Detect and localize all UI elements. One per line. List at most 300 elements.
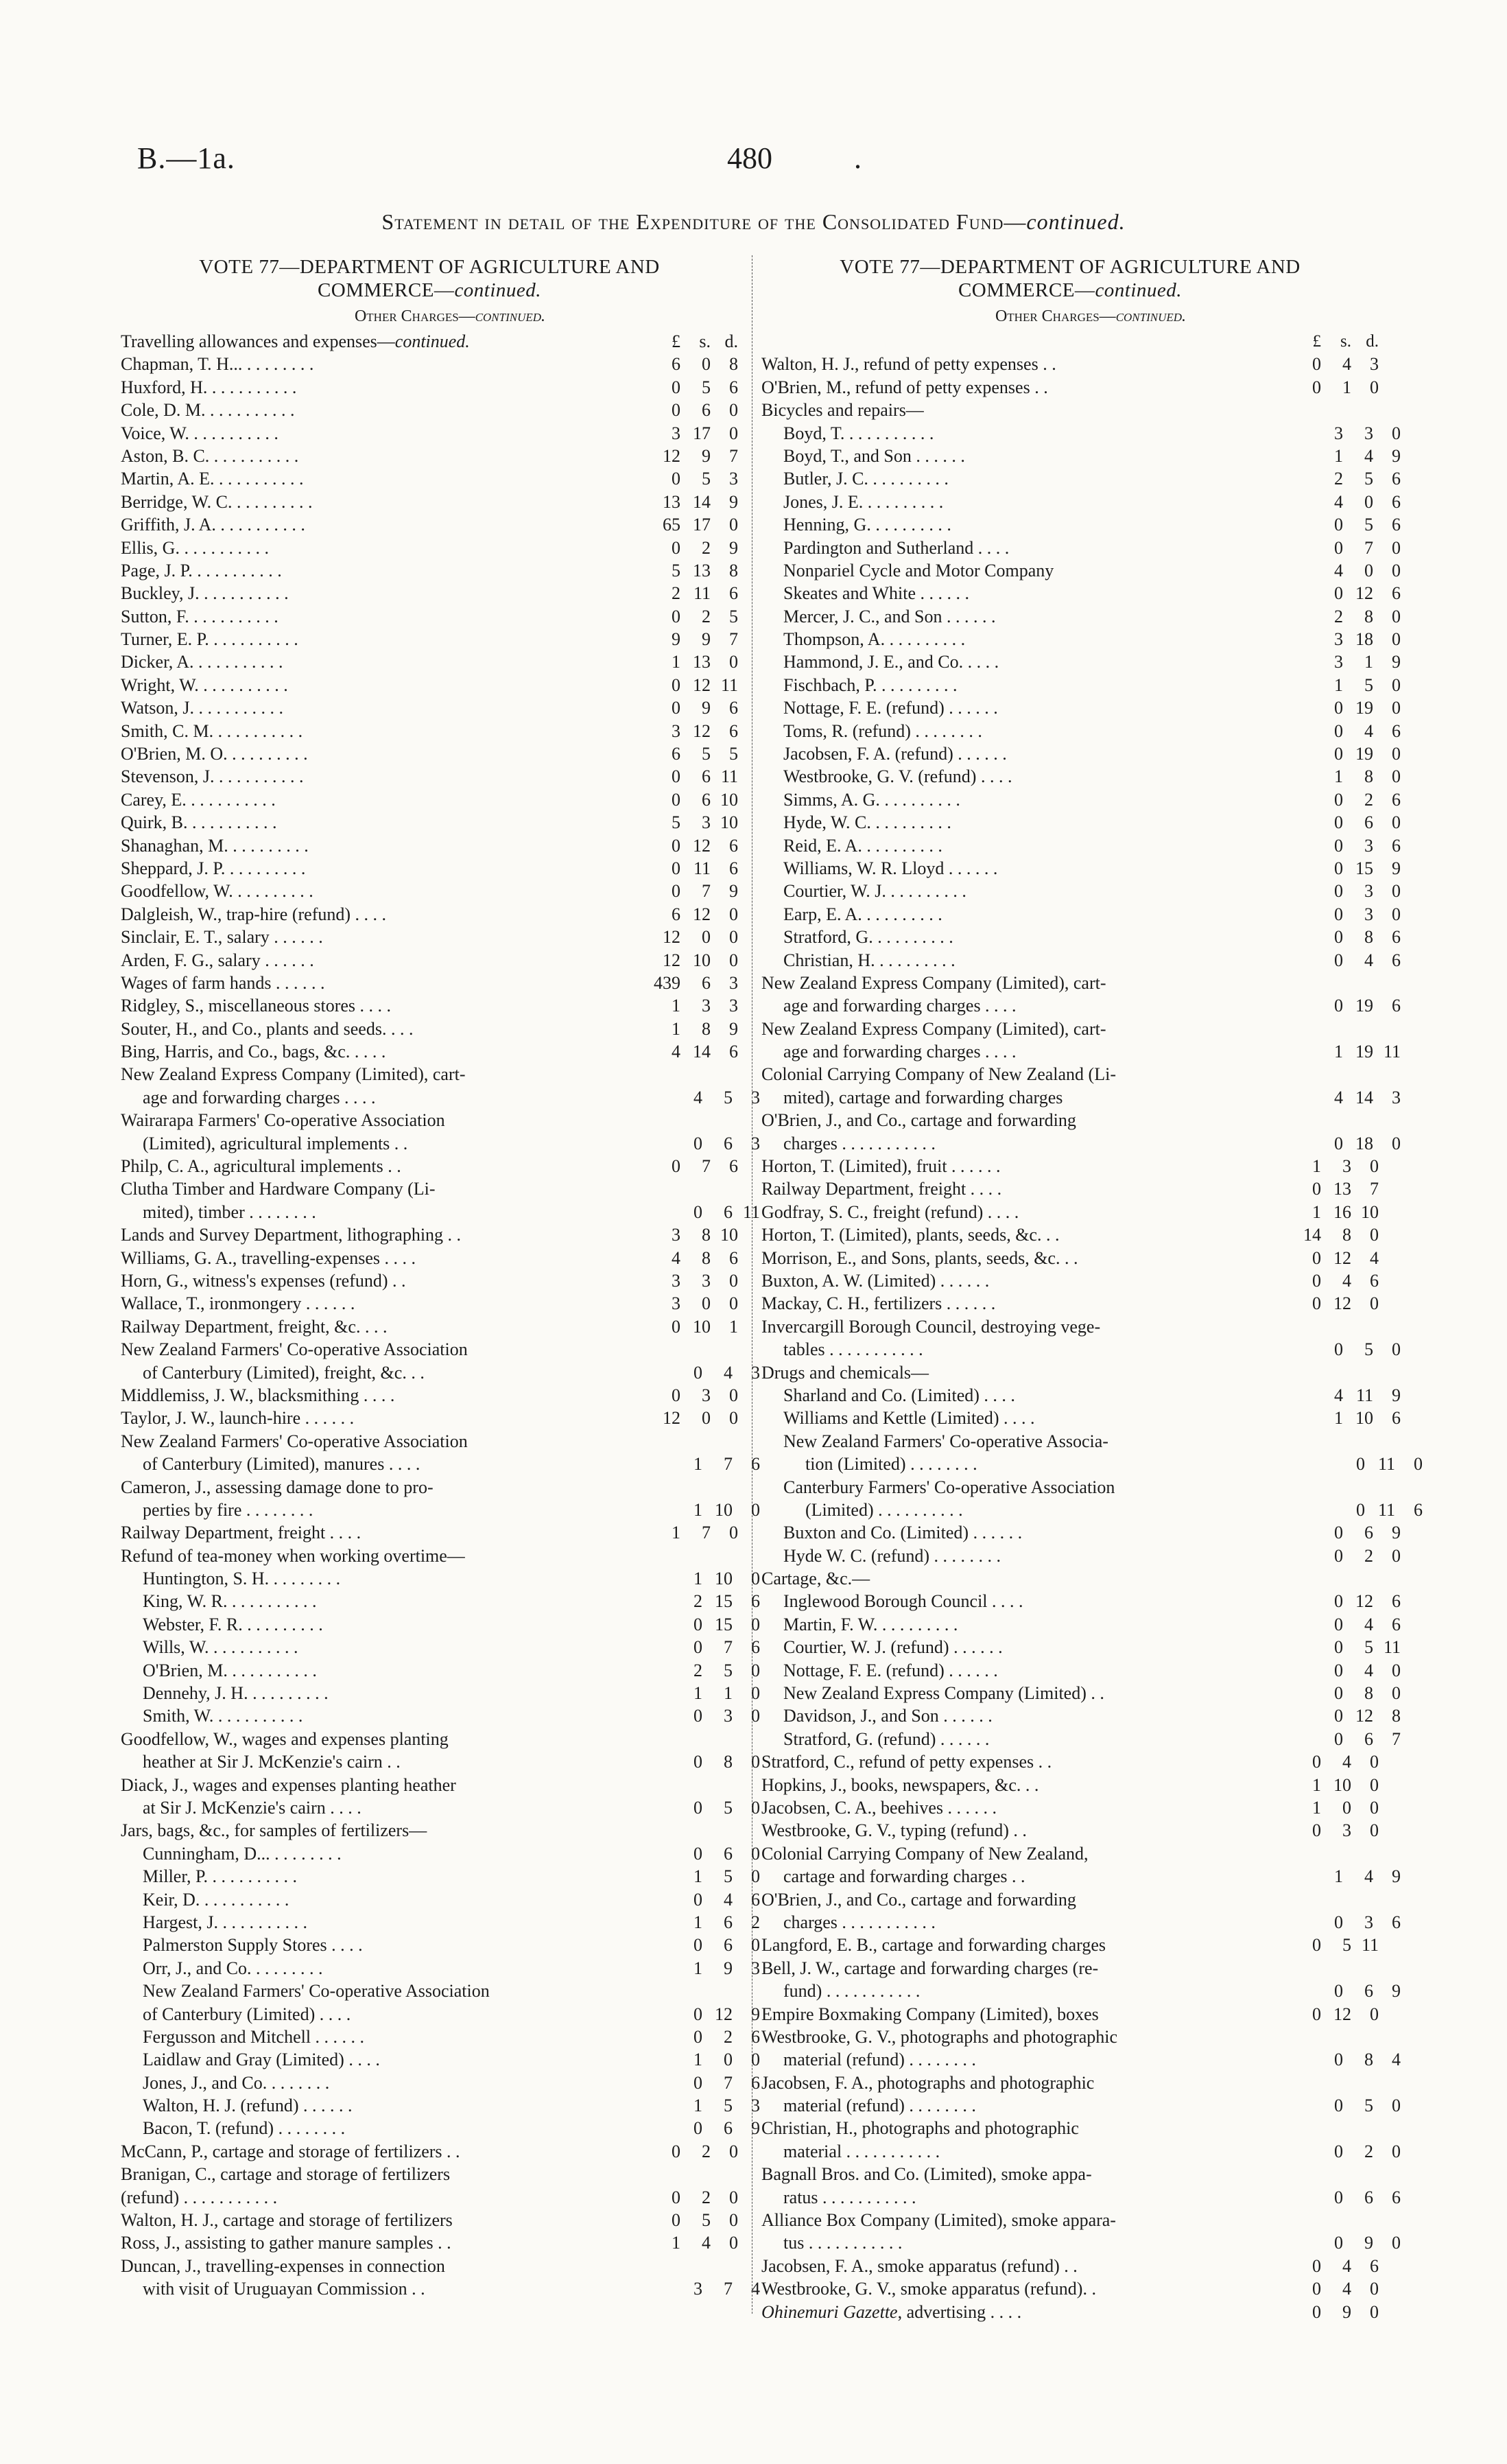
amount-pence: 8	[729, 354, 738, 375]
amount-shillings: 8	[702, 1018, 711, 1039]
amount-pounds: 0	[1312, 377, 1321, 397]
ledger-row	[761, 811, 1401, 834]
entry-amount	[639, 1018, 738, 1040]
amount-pence: 0	[1392, 1545, 1401, 1566]
amount-shillings: 12	[1355, 1706, 1373, 1726]
entry-description: Davidson, J., and Son . . . . . .	[783, 1706, 993, 1726]
amount-shillings: 10	[715, 1499, 733, 1520]
entry-amount	[1301, 1338, 1401, 1361]
ledger-row	[121, 1659, 760, 1682]
vote-heading-line2	[761, 279, 1379, 302]
ledger-row	[761, 1636, 1401, 1658]
entry-description: Keir, D. . . . . . . . . . .	[143, 1889, 289, 1910]
ledger-row	[761, 467, 1401, 490]
entry-description: of Canterbury (Limited), manures . . . .	[143, 1454, 420, 1475]
ledger-row	[761, 582, 1401, 605]
amount-shillings: 5	[1364, 515, 1373, 535]
entry-amount	[1301, 857, 1401, 880]
vote-heading-continued: continued.	[454, 279, 542, 301]
amount-pounds: 0	[1334, 1591, 1343, 1612]
amount-pence: 0	[729, 2210, 738, 2231]
amount-pounds: 4	[1334, 1087, 1343, 1107]
entry-description: (refund) . . . . . . . . . . .	[121, 2187, 278, 2207]
amount-pence: 6	[1392, 583, 1401, 604]
amount-pence: 0	[1370, 1293, 1379, 1314]
entry-description: Wills, W. . . . . . . . . . .	[143, 1637, 298, 1658]
amount-pence: 0	[1392, 1660, 1401, 1680]
amount-pence: 9	[729, 537, 738, 558]
entry-description: Courtier, W. J. . . . . . . . . .	[783, 881, 966, 902]
ledger-row	[121, 834, 738, 857]
ledger-row	[121, 1132, 760, 1155]
entry-amount	[639, 1292, 738, 1315]
entry-description: Huxford, H. . . . . . . . . . .	[121, 377, 297, 397]
amount-shillings: 2	[1364, 1545, 1373, 1566]
amount-pence: 4	[1370, 1247, 1379, 1268]
amount-pounds: 0	[672, 789, 680, 810]
amount-pounds: 0	[672, 377, 680, 397]
ledger-row	[121, 467, 738, 490]
ledger-row	[121, 880, 738, 902]
amount-shillings: 0	[724, 2050, 733, 2070]
amount-shillings: 6	[1364, 1981, 1373, 2002]
amount-pounds: 0	[672, 858, 680, 878]
amount-shillings: 0	[1364, 560, 1373, 580]
amount-pounds: 0	[693, 1706, 702, 1726]
ledger-row	[121, 1109, 738, 1131]
entry-description: Arden, F. G., salary . . . . . .	[121, 950, 314, 970]
entry-description: cartage and forwarding charges . .	[783, 1866, 1025, 1887]
amount-pence: 0	[1370, 1225, 1379, 1245]
entry-amount	[1279, 1934, 1379, 1956]
ledger-row	[761, 765, 1401, 788]
entry-description: Alliance Box Company (Limited), smoke appara-	[761, 2210, 1116, 2231]
ledger-row	[121, 949, 738, 972]
amount-shillings: 5	[724, 1866, 733, 1887]
amount-pence: 0	[729, 904, 738, 924]
entry-amount	[661, 1361, 760, 1384]
vote-heading	[761, 255, 1379, 302]
amount-pence: 3	[729, 996, 738, 1016]
entry-amount	[1301, 2186, 1401, 2209]
entry-amount	[661, 2094, 760, 2117]
amount-units-header	[761, 330, 1379, 353]
ledger-row	[761, 2117, 1379, 2139]
amount-shillings: 14	[693, 1042, 711, 1062]
ledger-row	[761, 1109, 1379, 1131]
ledger-row	[121, 2094, 760, 2117]
entry-amount	[1301, 467, 1401, 490]
entry-description: Stratford, G. (refund) . . . . . .	[783, 1728, 990, 1749]
entry-description: Fischbach, P. . . . . . . . . .	[783, 674, 958, 695]
section-subheading	[121, 307, 738, 326]
ledger-row	[121, 696, 738, 719]
entry-amount	[639, 811, 738, 834]
amount-shillings: 9	[1342, 2301, 1351, 2322]
amount-pounds: 0	[693, 1201, 702, 1222]
entry-description: Earp, E. A. . . . . . . . . .	[783, 904, 942, 924]
amount-pence: 3	[1370, 354, 1379, 375]
entry-amount	[1301, 1521, 1401, 1544]
amount-pence: 0	[751, 1935, 760, 1956]
entry-description: material (refund) . . . . . . . .	[783, 2050, 976, 2070]
ledger-row	[761, 1774, 1379, 1796]
amount-pence: 9	[751, 2118, 760, 2139]
amount-shillings: 7	[724, 1454, 733, 1475]
entry-description: Walton, H. J. (refund) . . . . . .	[143, 2096, 353, 2116]
entry-description: heather at Sir J. McKenzie's cairn . .	[143, 1752, 401, 1772]
amount-shillings: 4	[1342, 2255, 1351, 2276]
entry-description: Courtier, W. J. (refund) . . . . . .	[783, 1637, 1003, 1658]
amount-pence: 8	[729, 560, 738, 580]
entry-description: Reid, E. A. . . . . . . . . .	[783, 835, 942, 856]
entry-description: Hopkins, J., books, newspapers, &c. . .	[761, 1774, 1039, 1795]
entry-amount	[1279, 1819, 1379, 1842]
amount-pounds: 0	[672, 698, 680, 718]
amount-shillings: 5	[724, 2096, 733, 2116]
amount-pence: 10	[1361, 1201, 1379, 1222]
amount-pounds: 3	[1334, 423, 1343, 443]
amount-pounds: 3	[693, 2279, 702, 2299]
amount-shillings: 5	[1364, 1339, 1373, 1360]
ledger-row	[121, 1315, 738, 1338]
amount-pounds: 0	[693, 1637, 702, 1658]
amount-pence: 0	[1392, 766, 1401, 787]
amount-pounds: 0	[1312, 1935, 1321, 1956]
amount-pounds: 0	[672, 2210, 680, 2231]
entry-description: Boyd, T. . . . . . . . . . .	[783, 423, 934, 443]
amount-shillings: 3	[1342, 1156, 1351, 1177]
amount-pence: 6	[1392, 835, 1401, 856]
ledger-row	[761, 1842, 1379, 1865]
entry-amount	[639, 537, 738, 559]
amount-pounds: 2	[1334, 606, 1343, 626]
entry-description: Stevenson, J. . . . . . . . . . .	[121, 766, 304, 787]
amount-pence: 4	[751, 2279, 760, 2299]
entry-description: Watson, J. . . . . . . . . . .	[121, 698, 283, 718]
ledger-row	[121, 1750, 760, 1773]
ledger-row	[121, 1384, 738, 1407]
amount-pence: 0	[729, 515, 738, 535]
amount-pounds: 1	[1334, 1042, 1343, 1062]
entry-description: Wages of farm hands . . . . . .	[121, 972, 325, 993]
entry-amount	[1301, 949, 1401, 972]
entry-description: Drugs and chemicals—	[761, 1362, 929, 1383]
ledger-row	[121, 1223, 738, 1246]
amount-pounds: 0	[672, 2187, 680, 2207]
entry-description: Cole, D. M. . . . . . . . . . .	[121, 400, 295, 421]
entry-description: Stratford, C., refund of petty expenses . .	[761, 1752, 1052, 1772]
entry-amount	[1301, 994, 1401, 1017]
entry-amount	[661, 1750, 760, 1773]
page-number: 480	[727, 141, 772, 175]
entry-amount	[639, 2140, 738, 2163]
entry-amount	[639, 2231, 738, 2254]
amount-shillings: 7	[1364, 537, 1373, 558]
entry-amount	[1279, 1750, 1379, 1773]
amount-pounds: 0	[1334, 1981, 1343, 2002]
ledger-row	[761, 1247, 1379, 1269]
amount-pence: 11	[720, 674, 738, 695]
amount-pounds: 0	[672, 537, 680, 558]
ledger-row	[761, 880, 1401, 902]
entry-description: Cartage, &c.—	[761, 1569, 870, 1589]
amount-shillings: 3	[1364, 904, 1373, 924]
entry-description: (Limited), agricultural implements . .	[143, 1133, 408, 1153]
amount-pounds: 0	[1334, 1728, 1343, 1749]
ledger-row	[761, 1177, 1379, 1200]
amount-pence: 0	[751, 1706, 760, 1726]
amount-pounds: 0	[1312, 2004, 1321, 2024]
subheading-continued: continued.	[1115, 307, 1187, 325]
amount-pounds: 1	[693, 1454, 702, 1475]
ledger-row	[121, 491, 738, 513]
amount-pounds: 0	[1334, 927, 1343, 948]
amount-shillings: 6	[702, 766, 711, 787]
entry-description: New Zealand Express Company (Limited) . .	[783, 1683, 1104, 1704]
ledger-row	[761, 628, 1401, 650]
ledger-row	[761, 1361, 1379, 1384]
amount-shillings: 11	[1377, 1454, 1395, 1475]
amount-pounds: 439	[654, 972, 680, 993]
entry-description: Jacobsen, F. A., photographs and photographic	[761, 2072, 1095, 2093]
ledger-row	[121, 376, 738, 399]
entry-description: McCann, P., cartage and storage of fertilizers . .	[121, 2141, 460, 2161]
entry-amount	[639, 1040, 738, 1063]
amount-pence: 9	[1392, 1385, 1401, 1405]
amount-pounds: 0	[693, 1362, 702, 1383]
ledger-row	[121, 811, 738, 834]
amount-pence: 6	[1370, 2255, 1379, 2276]
entry-description: Railway Department, freight . . . .	[761, 1179, 1002, 1199]
ledger-row	[121, 1521, 738, 1544]
entry-amount	[639, 1247, 738, 1269]
entry-description: Fergusson and Mitchell . . . . . .	[143, 2026, 365, 2047]
entry-amount	[639, 857, 738, 880]
ledger-rows	[121, 330, 760, 2301]
amount-pence: 6	[751, 2026, 760, 2047]
amount-pounds: 1	[693, 1866, 702, 1887]
ledger-row	[121, 1499, 760, 1521]
entry-description: Buckley, J. . . . . . . . . . .	[121, 583, 289, 604]
amount-shillings: 12	[693, 720, 711, 741]
ledger-row	[121, 1476, 738, 1499]
amount-pence: 0	[1392, 1133, 1401, 1153]
ledger-row	[121, 2072, 760, 2094]
amount-pounds: 2	[672, 583, 680, 604]
entry-description: Dennehy, J. H. . . . . . . . . .	[143, 1683, 329, 1704]
amount-pence: 11	[720, 766, 738, 787]
amount-pence: 6	[729, 1042, 738, 1062]
entry-amount	[661, 1682, 760, 1704]
ledger-row	[761, 972, 1379, 994]
amount-pence: 11	[1383, 1637, 1401, 1658]
entry-description: Ohinemuri Gazette, advertising . . . .	[761, 2301, 1022, 2322]
entry-description: Jones, J. E. . . . . . . . . .	[783, 491, 944, 512]
ledger-row	[761, 1155, 1379, 1177]
amount-pence: 0	[729, 1408, 738, 1429]
amount-pounds: 0	[672, 835, 680, 856]
entry-description: Sheppard, J. P. . . . . . . . . .	[121, 858, 306, 878]
amount-shillings: 6	[724, 2118, 733, 2139]
entry-amount	[639, 994, 738, 1017]
ledger-row	[761, 2140, 1401, 2163]
amount-pence: 6	[1392, 2187, 1401, 2207]
amount-shillings: 8	[724, 1752, 733, 1772]
entry-amount	[639, 2209, 738, 2231]
amount-pence: 7	[729, 445, 738, 466]
entry-description: Bing, Harris, and Co., bags, &c. . . . .	[121, 1042, 386, 1062]
entry-amount	[639, 559, 738, 582]
amount-shillings: 5	[1364, 469, 1373, 489]
ledger-row	[121, 1911, 760, 1934]
entry-amount	[1301, 1086, 1401, 1109]
ledger-row	[121, 926, 738, 948]
amount-shillings: 10	[715, 1569, 733, 1589]
ledger-row	[761, 1430, 1379, 1453]
entry-description: Chapman, T. H... . . . . . . . .	[121, 354, 314, 375]
amount-pounds: 0	[672, 606, 680, 626]
ledger-row	[121, 582, 738, 605]
amount-shillings: 5	[724, 1660, 733, 1680]
entry-amount	[661, 1911, 760, 1934]
entry-description: Bacon, T. (refund) . . . . . . . .	[143, 2118, 346, 2139]
amount-shillings: 14	[1355, 1087, 1373, 1107]
ledger-row	[761, 353, 1379, 375]
amount-pence: 0	[751, 1660, 760, 1680]
ledger-row	[121, 1796, 760, 1819]
amount-pounds: 4	[672, 1247, 680, 1268]
entry-amount	[1301, 2094, 1401, 2117]
amount-shillings: 7	[724, 2072, 733, 2093]
entry-amount	[1301, 2231, 1401, 2254]
amount-shillings: 6	[724, 1912, 733, 1932]
amount-pounds: 0	[1356, 1454, 1365, 1475]
ledger-row	[761, 1865, 1401, 1888]
amount-pounds: 0	[693, 1889, 702, 1910]
entry-amount	[639, 628, 738, 650]
entry-amount	[1279, 353, 1379, 375]
entry-amount	[1323, 1499, 1423, 1521]
amount-shillings: 8	[702, 1247, 711, 1268]
amount-shillings: 2	[702, 606, 711, 626]
amount-pounds: 0	[1334, 2187, 1343, 2207]
amount-pounds: 0	[1334, 2233, 1343, 2253]
amount-shillings: 19	[1355, 698, 1373, 718]
amount-pence: 6	[1392, 515, 1401, 535]
ledger-row	[761, 1796, 1379, 1819]
ledger-row	[121, 628, 738, 650]
amount-pounds: 0	[1334, 537, 1343, 558]
entry-description: Toms, R. (refund) . . . . . . . .	[783, 720, 982, 741]
vote-heading-line2	[121, 279, 738, 302]
amount-pounds: 1	[693, 1499, 702, 1520]
ledger-row	[761, 2026, 1379, 2048]
amount-pence: 0	[729, 1271, 738, 1291]
entry-amount	[661, 1659, 760, 1682]
ledger-row	[121, 674, 738, 696]
ledger-row	[761, 1750, 1379, 1773]
amount-shillings: 5	[724, 1087, 733, 1107]
entry-description: Skeates and White . . . . . .	[783, 583, 970, 604]
entry-amount	[639, 674, 738, 696]
entry-amount	[1301, 605, 1401, 628]
entry-description: Hargest, J. . . . . . . . . . .	[143, 1912, 308, 1932]
entry-description: tion (Limited) . . . . . . . .	[805, 1454, 977, 1475]
entry-amount	[661, 2026, 760, 2048]
ledger-row	[761, 1728, 1401, 1750]
entry-description: Goodfellow, W. . . . . . . . . .	[121, 881, 313, 902]
ledger-row	[121, 1430, 738, 1453]
ledger-row	[121, 2209, 738, 2231]
pounds-unit: £	[672, 331, 680, 351]
ledger-row	[121, 994, 738, 1017]
entry-description: Palmerston Supply Stores . . . .	[143, 1935, 363, 1956]
amount-pence: 3	[729, 469, 738, 489]
amount-pence: 0	[1370, 2279, 1379, 2299]
entry-amount	[1279, 330, 1379, 353]
ledger-row	[121, 1292, 738, 1315]
amount-shillings: 3	[1364, 881, 1373, 902]
amount-shillings: 15	[1355, 858, 1373, 878]
ledger-row	[121, 605, 738, 628]
amount-pounds: 0	[1334, 2096, 1343, 2116]
entry-amount	[1301, 445, 1401, 467]
ledger-row	[761, 2072, 1379, 2094]
amount-pence: 7	[1392, 1728, 1401, 1749]
entry-amount	[661, 1636, 760, 1658]
amount-pence: 0	[1392, 1683, 1401, 1704]
amount-pence: 0	[729, 950, 738, 970]
ledger-row	[761, 1018, 1379, 1040]
amount-pence: 6	[1392, 1614, 1401, 1634]
amount-pounds: 0	[693, 2072, 702, 2093]
amount-pence: 6	[729, 1247, 738, 1268]
amount-pounds: 0	[1334, 515, 1343, 535]
amount-pence: 0	[1392, 904, 1401, 924]
amount-pounds: 1	[1312, 1201, 1321, 1222]
entry-description: Taylor, J. W., launch-hire . . . . . .	[121, 1408, 355, 1429]
ledger-row	[121, 650, 738, 673]
amount-shillings: 2	[702, 2141, 711, 2161]
entry-amount	[639, 949, 738, 972]
entry-amount	[661, 1499, 760, 1521]
entry-amount	[1279, 1201, 1379, 1223]
amount-pounds: 3	[672, 423, 680, 443]
amount-shillings: 3	[1364, 835, 1373, 856]
shillings-unit: s.	[1340, 331, 1351, 351]
ledger-row	[761, 1545, 1401, 1567]
amount-shillings: 5	[724, 1797, 733, 1818]
amount-shillings: 5	[1342, 1935, 1351, 1956]
amount-shillings: 9	[702, 629, 711, 650]
subheading-continued: continued.	[475, 307, 546, 325]
amount-pounds: 4	[1334, 1385, 1343, 1405]
ledger-row	[121, 1453, 760, 1475]
entry-description: charges . . . . . . . . . . .	[783, 1133, 936, 1153]
amount-pounds: 3	[672, 1293, 680, 1314]
amount-shillings: 19	[1355, 996, 1373, 1016]
amount-shillings: 4	[1342, 1271, 1351, 1291]
ledger-row	[761, 1682, 1401, 1704]
entry-amount	[661, 1613, 760, 1636]
ledger-row	[761, 1521, 1401, 1544]
amount-shillings: 4	[1364, 720, 1373, 741]
entry-amount	[639, 650, 738, 673]
entry-description: Nottage, F. E. (refund) . . . . . .	[783, 1660, 998, 1680]
amount-pounds: 0	[1312, 354, 1321, 375]
amount-pounds: 0	[1312, 1293, 1321, 1314]
